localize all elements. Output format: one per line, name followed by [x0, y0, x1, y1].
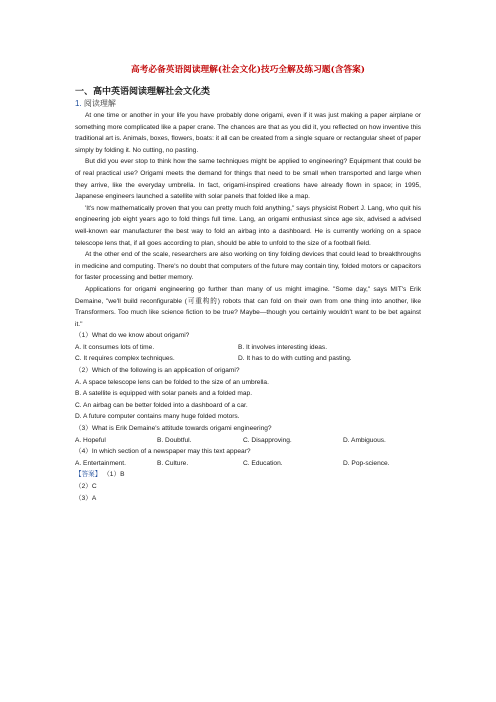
paragraph: At the other end of the scale, researchers are also working on tiny folding devices that could lead to breakthroughs in medicine and computing. There's no doubt that computers of the future may contain tiny, folded motors or capacitors for faster processing and better memory. — [75, 251, 421, 282]
section-heading: 一、高中英语阅读理解社会文化类 — [75, 87, 211, 97]
paragraph: 'It's now mathematically proven that you can pretty much fold anything," says physicist Robert J. Lang, who quit his engineering job eight years ago to fold things full time. Lang, an origami enthusiast since age six, advised a advised well-known ear manufacturer the best way to fold an airbag into a dashboard. He is currently working on a space telescope lens that, if all goes according to plan, should be able to unfold to the size of a football field. — [75, 204, 421, 247]
option: A. Entertainment. — [75, 459, 126, 467]
paragraph: But did you ever stop to think how the same techniques might be applied to engineering? Equipment that could be of real practical use? Origami meets the demand for things that need to be small when transported and large when they arrive, like the everyday umbrella. In fact, origami-inspired creations have already flown in space; in 1995, Japanese engineers launched a satellite with solar panels that folded like a map. — [75, 158, 421, 201]
options-row — [75, 458, 421, 470]
option: C. It requires complex techniques. — [75, 355, 175, 363]
question-stem: （4）In which section of a newspaper may this text appear? — [75, 448, 251, 456]
option: B. It involves interesting ideas. — [238, 343, 328, 351]
question-heading — [75, 98, 116, 109]
option: B. A satellite is equipped with solar panels and a folded map. — [75, 390, 253, 398]
option: C. An airbag can be better folded into a dashboard of a car. — [75, 401, 248, 409]
options-row — [75, 353, 421, 365]
page-title: 高考必备英语阅读理解(社会文化)技巧全解及练习题(含答案) — [130, 65, 365, 75]
paragraph: Applications for origami engineering go further than many of us might imagine. "Some day," says MIT's Erik Demaine, "we'll build reconfigurable (可重构的) robots that can fold on their own from one thing into another, like Transformers. Too much like science fiction to be true? Maybe—though you certainly wouldn't want to be bet against it." — [75, 285, 421, 328]
option: B. Doubtful. — [157, 436, 192, 444]
option: D. It has to do with cutting and pasting. — [238, 355, 352, 363]
answer-label: 【答案】 — [75, 471, 102, 479]
question-label: 阅读理解 — [83, 99, 116, 108]
question-stem: （2）Which of the following is an application of origami? — [75, 367, 240, 375]
option: D. Ambiguous. — [343, 436, 386, 444]
question-stem: （3）What is Erik Demaine's attitude towards origami engineering? — [75, 425, 272, 433]
option: C. Disapproving. — [243, 436, 292, 444]
passage-body — [75, 110, 421, 504]
option: B. Culture. — [157, 459, 189, 467]
paragraph: At one time or another in your life you have probably done origami, even if it was just making a paper airplane or something more complicated like a paper crane. The chances are that as you did it, you reflected on how inventive this traditional art is. Animals, boxes, flowers, boats: it all can be created from a single square or rectangular sheet of paper simply by folding it. No cutting, no pasting. — [75, 112, 421, 154]
answer: （2）C — [75, 483, 97, 490]
options-row — [75, 342, 421, 354]
option: D. A future computer contains many huge folded motors. — [75, 413, 240, 421]
answer: （3）A — [75, 494, 97, 502]
answer: （1）B — [103, 471, 125, 479]
options-row — [75, 435, 421, 447]
option: A. Hopeful — [75, 436, 106, 444]
option: D. Pop-science. — [343, 459, 390, 467]
question-stem: （1）What do we know about origami? — [75, 332, 190, 340]
question-number: 1. — [75, 99, 82, 108]
option: A. It consumes lots of time. — [75, 343, 155, 351]
option: C. Education. — [243, 459, 283, 467]
option: A. A space telescope lens can be folded to the size of an umbrella. — [75, 378, 269, 386]
answer-line — [75, 469, 421, 481]
